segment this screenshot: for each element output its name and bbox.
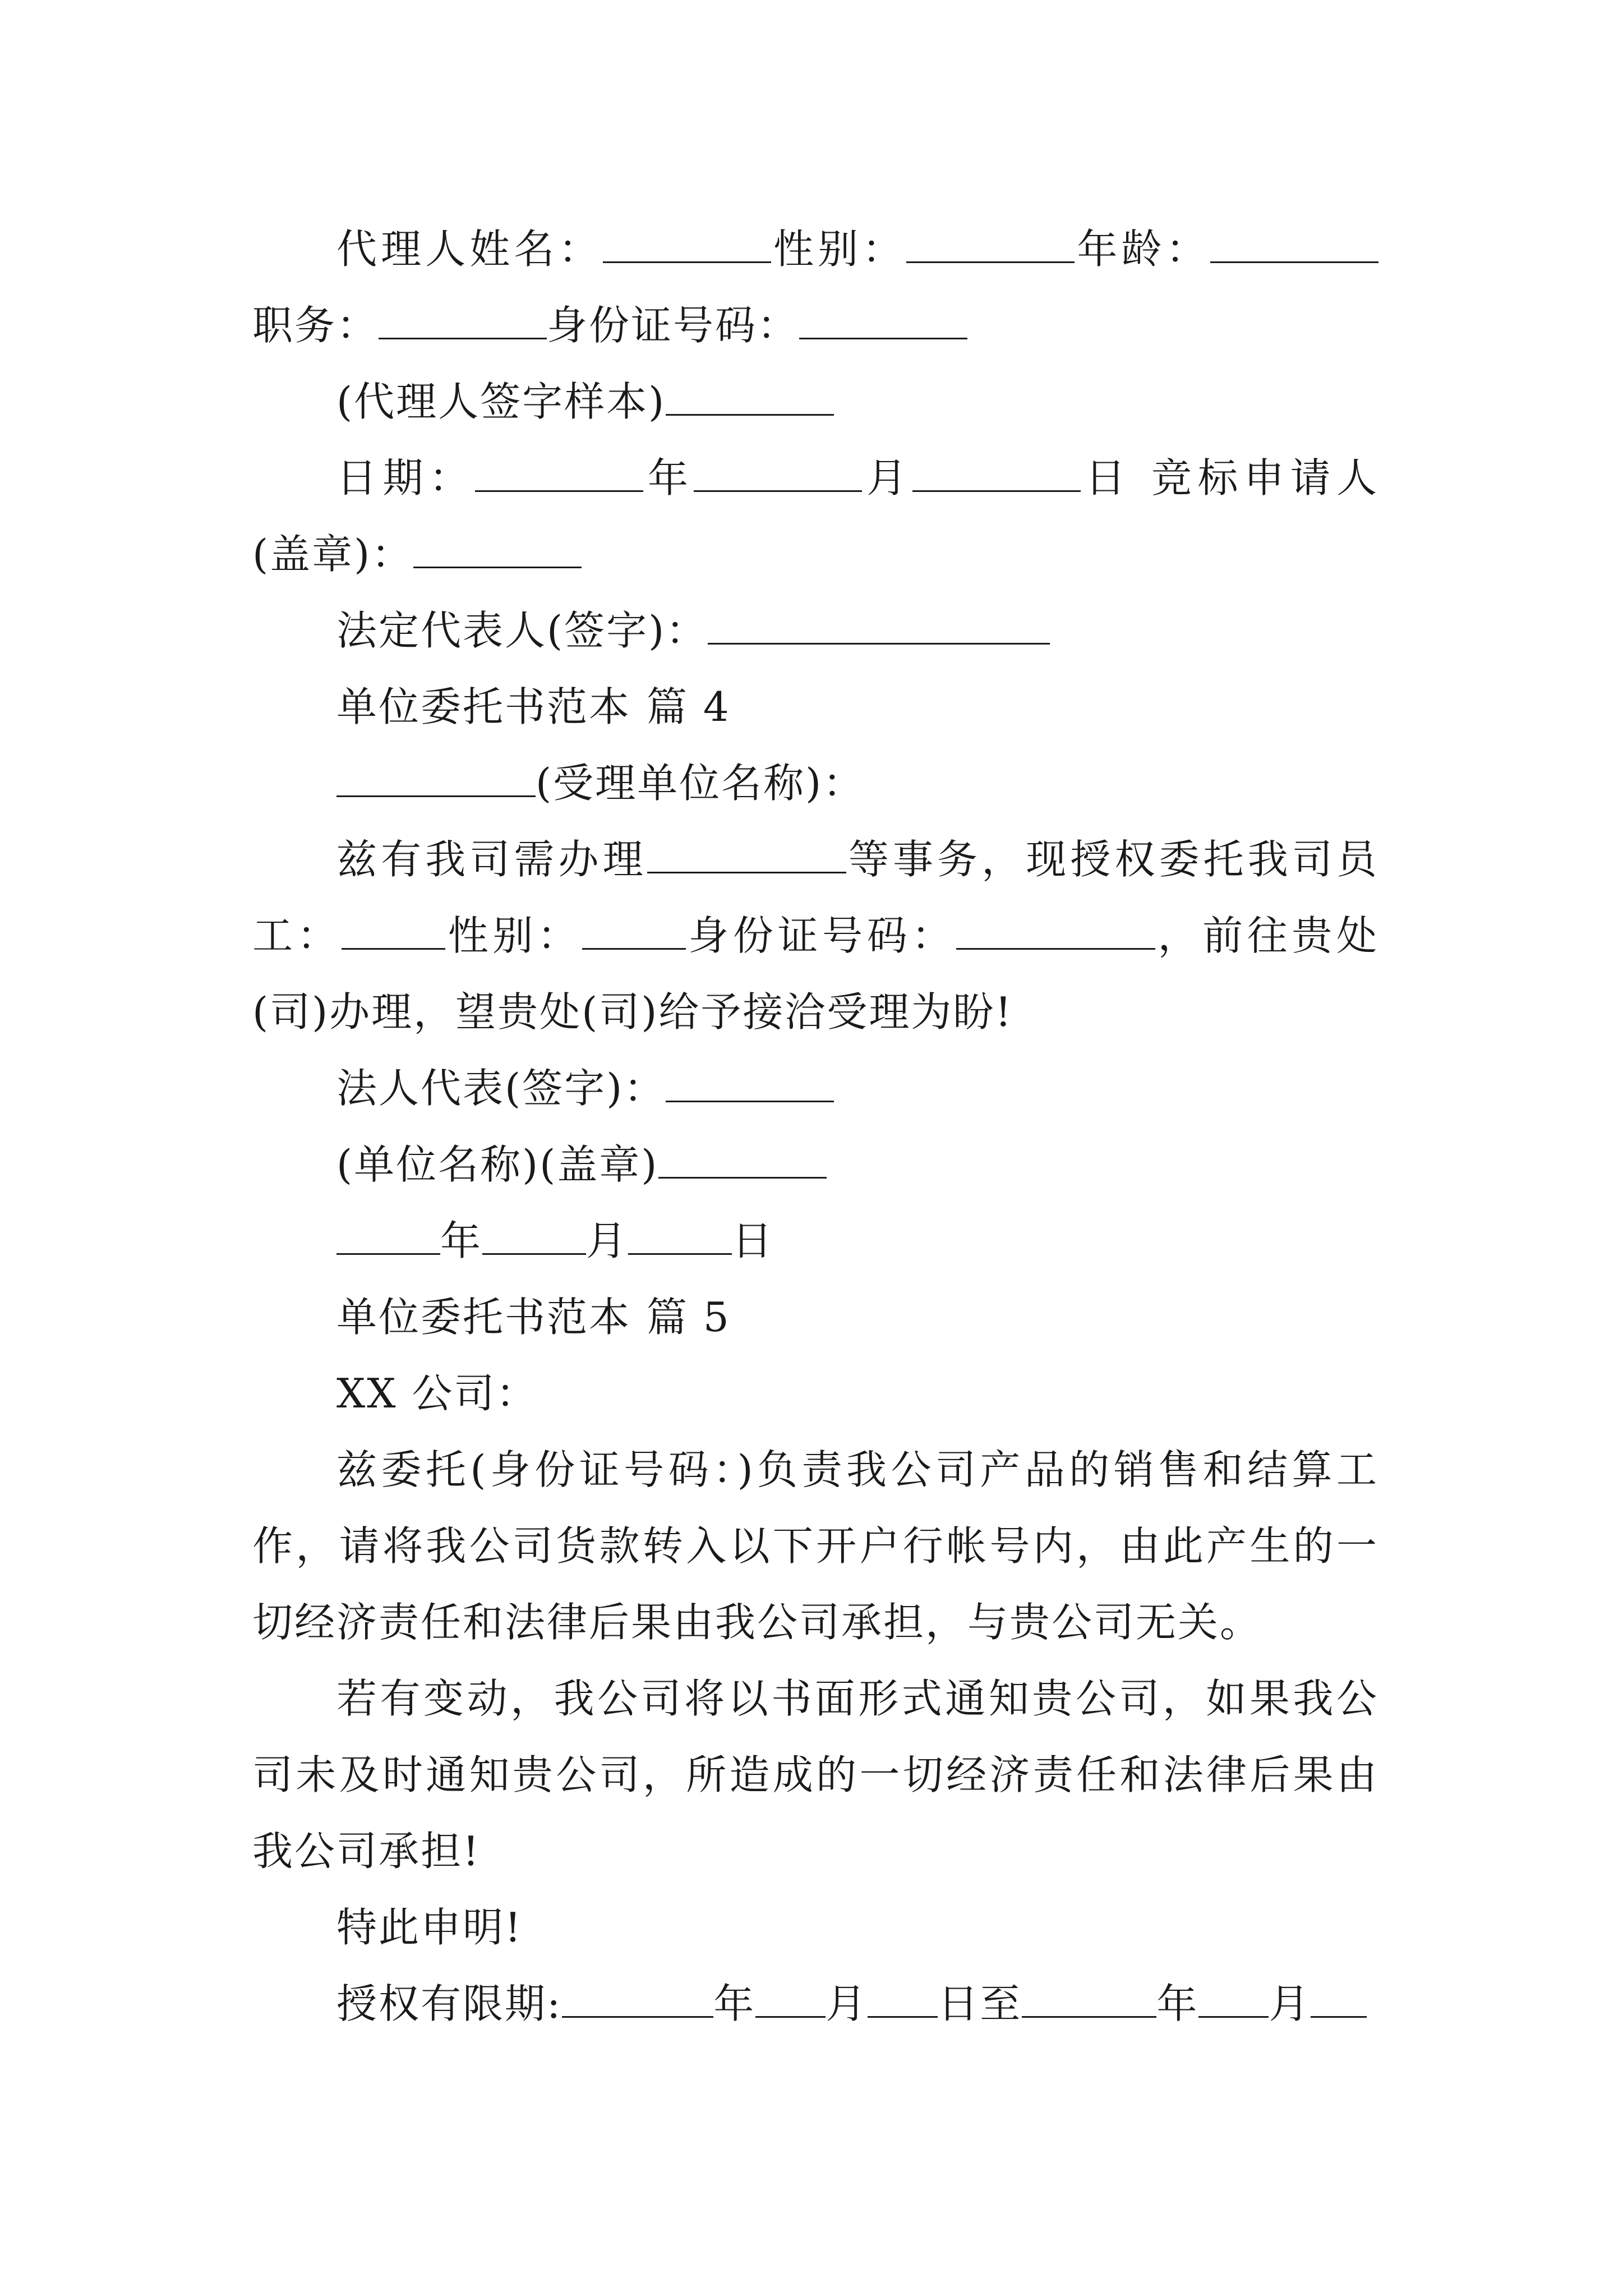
seal-label: (盖章)： [252, 531, 414, 578]
legal-rep-signature-paragraph [252, 1050, 1378, 1126]
employee-gender-blank [582, 914, 686, 950]
date-applicant-paragraph [252, 440, 1378, 592]
declaration-text: 特此申明! [336, 1904, 523, 1951]
validity-day2-blank [1311, 1982, 1367, 2018]
seal-blank [413, 533, 582, 568]
validity-year1-blank [562, 1982, 713, 2018]
heading-4-number: 篇 4 [647, 683, 731, 730]
employee-blank [342, 914, 445, 950]
change-notice-text: 若有变动，我公司将以书面形式通知贵公司，如果我公司未及时通知贵公司，所造成的一切经济责任和法律后果由我公司承担! [252, 1675, 1378, 1875]
unit-seal-blank [658, 1143, 827, 1179]
authorization-body-text: 兹委托(身份证号码：)负责我公司产品的销售和结算工作，请将我公司货款转入以下开户行帐号内，由此产生的一切经济责任和法律后果由我公司承担，与贵公司无关。 [252, 1446, 1378, 1646]
signature-sample-paragraph [252, 364, 1378, 440]
agent-post-label: 职务： [252, 302, 379, 349]
signature-sample-label: (代理人签字样本) [336, 378, 666, 425]
agent-name-blank [603, 228, 771, 263]
addressee-company: XX 公司： [336, 1370, 538, 1417]
matter-blank [647, 838, 846, 873]
legal-rep-signature-label: 法人代表(签字)： [336, 1065, 666, 1112]
date2-month: 月 [586, 1217, 629, 1264]
date-year-blank [475, 457, 643, 492]
validity-year2: 年 [1156, 1980, 1199, 2027]
heading-section-4 [252, 669, 1378, 745]
date-month: 月 [862, 454, 913, 501]
employee-id-blank [956, 914, 1155, 950]
unit-seal-paragraph [252, 1126, 1378, 1203]
validity-label: 授权有限期: [336, 1980, 562, 2027]
change-notice-paragraph [252, 1660, 1378, 1889]
agent-post-blank [379, 304, 547, 339]
agent-id-label: 身份证号码： [547, 302, 800, 349]
legal-representative-blank [708, 609, 1050, 645]
recipient-label: (受理单位名称)： [536, 760, 865, 807]
declaration-paragraph [252, 1889, 1378, 1966]
validity-year1: 年 [713, 1980, 756, 2027]
validity-month2: 月 [1269, 1980, 1311, 2027]
date-day: 日 [1081, 454, 1132, 501]
heading-5-title: 单位委托书范本 [336, 1294, 631, 1341]
recipient-paragraph [252, 745, 1378, 821]
date-paragraph [252, 1203, 1378, 1279]
applicant-label: 竞标申请人 [1147, 454, 1378, 501]
entrust-text-1: 兹有我司需办理 [336, 836, 647, 883]
date2-day: 日 [732, 1217, 774, 1264]
agent-age-blank [1210, 228, 1378, 263]
heading-section-5 [252, 1279, 1378, 1355]
legal-rep-signature-blank [666, 1067, 834, 1102]
agent-age-label: 年龄： [1075, 226, 1210, 273]
agent-info-paragraph [252, 211, 1378, 364]
unit-seal-label: (单位名称)(盖章) [336, 1141, 659, 1188]
addressee-paragraph [252, 1355, 1378, 1432]
entrust-text-2: 等事务，现授权委托我司员工： [252, 836, 1378, 959]
employee-id-label: 身份证号码： [685, 912, 956, 959]
agent-gender-blank [906, 228, 1075, 263]
heading-4-title: 单位委托书范本 [336, 683, 631, 730]
validity-month1-blank [755, 1982, 826, 2018]
signature-sample-blank [666, 380, 834, 416]
entrust-text-3: ，前往贵处(司)办理，望贵处(司)给予接洽受理为盼! [252, 912, 1378, 1036]
heading-5-number: 篇 5 [647, 1294, 731, 1341]
employee-gender-label: 性别： [445, 912, 582, 959]
date2-day-blank [628, 1220, 732, 1255]
agent-id-blank [799, 304, 967, 339]
date-year: 年 [643, 454, 694, 501]
validity-day-to: 日至 [938, 1980, 1022, 2027]
entrust-body-paragraph [252, 821, 1378, 1050]
recipient-blank [336, 762, 536, 797]
date-day-blank [912, 457, 1081, 492]
date2-year: 年 [440, 1217, 483, 1264]
validity-month2-blank [1198, 1982, 1269, 2018]
date-month-blank [694, 457, 862, 492]
agent-name-label: 代理人姓名： [336, 226, 603, 273]
validity-period-paragraph [252, 1966, 1378, 2042]
validity-day1-blank [868, 1982, 938, 2018]
date2-year-blank [336, 1220, 440, 1255]
legal-representative-paragraph [252, 592, 1378, 669]
legal-representative-label: 法定代表人(签字)： [336, 607, 708, 654]
date-label: 日期： [336, 454, 476, 501]
date2-month-blank [482, 1220, 586, 1255]
authorization-body-paragraph [252, 1432, 1378, 1660]
document-page [252, 211, 1378, 2042]
agent-gender-label: 性别： [771, 226, 907, 273]
validity-month1: 月 [826, 1980, 868, 2027]
validity-year2-blank [1022, 1982, 1156, 2018]
